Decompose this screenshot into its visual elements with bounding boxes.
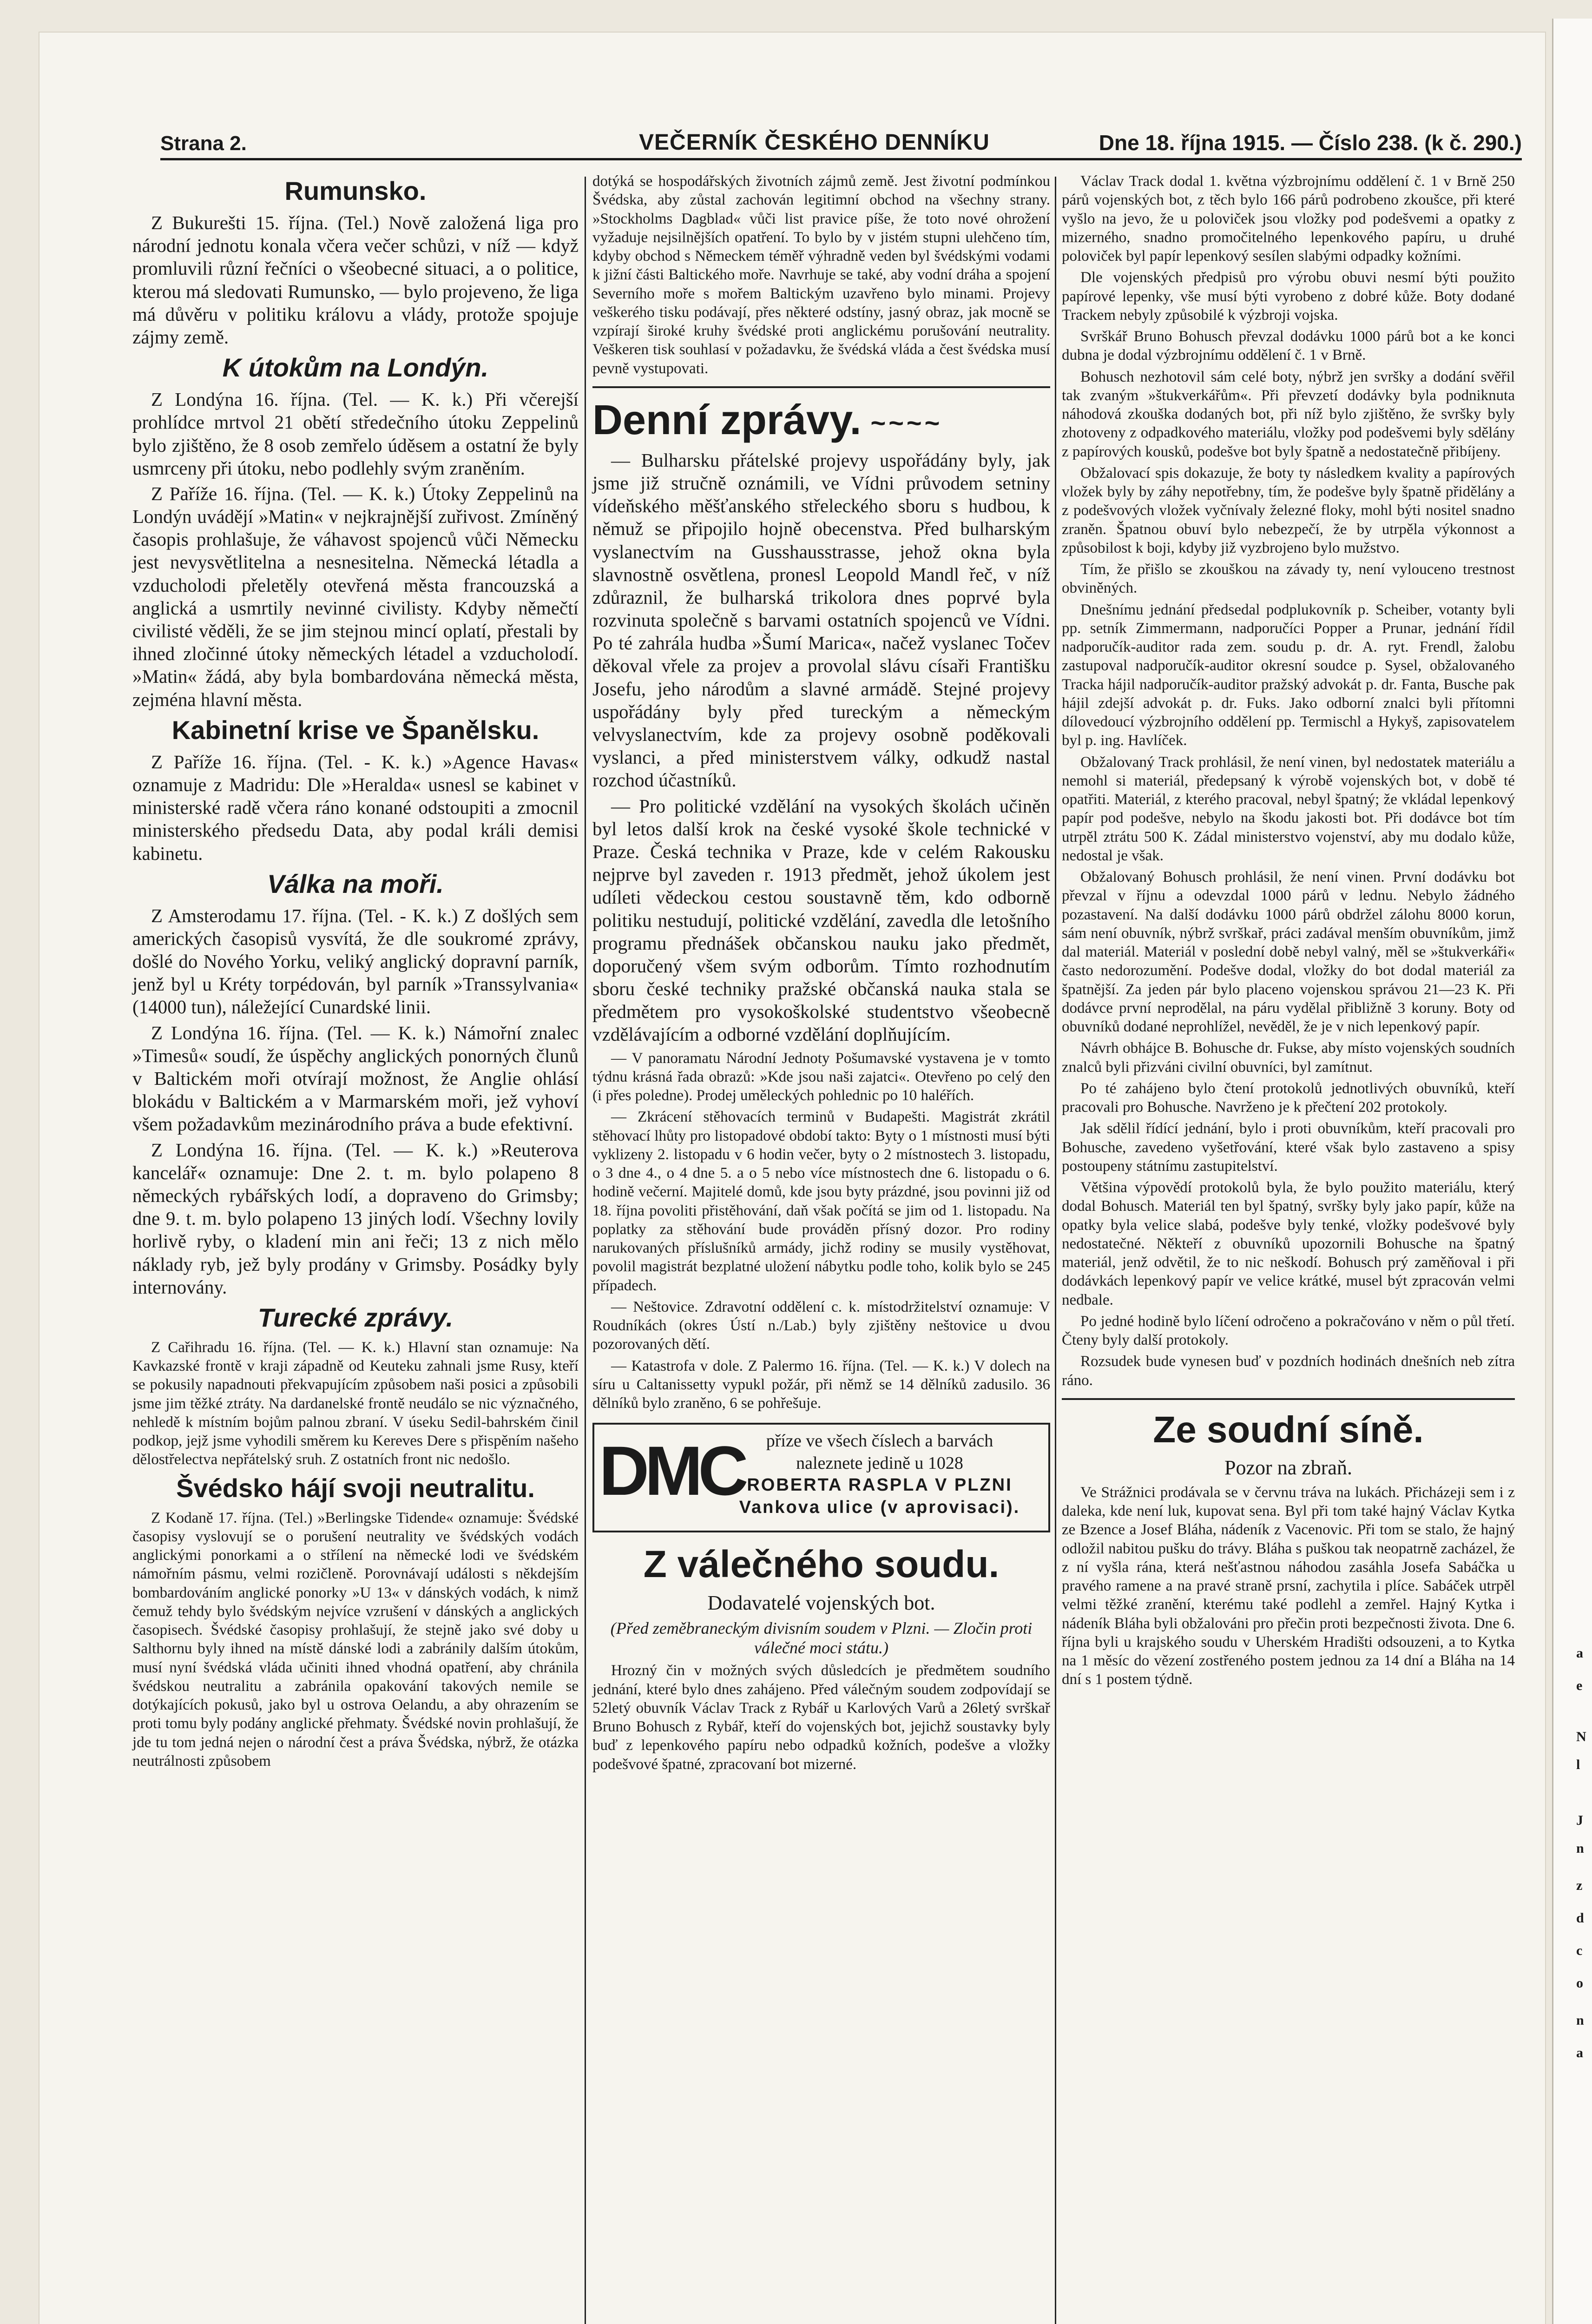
article-katastrofa: — Katastrofa v dole. Z Palermo 16. října. (Tel. — K. k.) V dolech na síru u Caltanissetty vypukl požár, při němž se 14 dělníků zadusilo. 36 dělníků bylo zraněno, 6 se pohřešuje.	[592, 1357, 1050, 1412]
strip-letter: a	[1576, 1645, 1583, 1661]
strip-letter: c	[1576, 1943, 1583, 1958]
column-divider	[1055, 177, 1056, 2324]
subheading-court-note: (Před zeměbraneckým divisním soudem v Plzni. — Zločin proti válečné moci státu.)	[610, 1619, 1033, 1657]
column-3	[1062, 172, 1515, 1692]
strip-letter: e	[1576, 1678, 1583, 1693]
article-panorama: — V panoramatu Národní Jednoty Pošumavské vystavena je v tomto týdnu krásná řada obrazů: »Kde jsou naši zajatci«. Otevřeno po celý den (i přes poledne). Prodej uměleckých pohlednic po 10 haléřích.	[592, 1050, 1050, 1104]
article-krise: Z Paříže 16. října. (Tel. - K. k.) »Agence Havas« oznamuje z Madridu: Dle »Heralda« usnesl se kabinet v ministerské radě včera ráno konané odstoupiti a zmocnil ministerského předsedu Data, aby podal králi demisi kabinetu.	[132, 751, 579, 864]
article-obzalovaci-spis: Obžalovací spis dokazuje, že boty ty následkem kvality a papírových vložek byly by záhy nepotřebny, tím, že podešve byly špatně přidělány a z podešvových vložek vyčnívaly železné floky, mohl býti nositel snadno zraněn. Špatnou obuví bylo nebezpečí, že by utrpěla výkonnost a způsobilost k boji, kdyby již vyzbrojeno bylo mužstvo.	[1062, 464, 1515, 556]
heading-utokum: K útokům na Londýn.	[222, 353, 489, 383]
article-nestovice: — Neštovice. Zdravotní oddělení c. k. místodržitelství oznamuje: V Roudníkách (okres Ústí n./Lab.) byly zjištěny neštovice u dvou pozorovaných dětí.	[592, 1298, 1050, 1353]
strip-letter: d	[1576, 1910, 1584, 1926]
heading-valecny-soud: Z válečného soudu.	[643, 1543, 1000, 1586]
article-odroceno: Po jedné hodině bylo líčení odročeno a pokračováno v něm o půl třetí. Čteny byly další protokoly.	[1062, 1313, 1515, 1348]
article-stehovani: — Zkrácení stěhovacích terminů v Budapešti. Magistrát zkrátil stěhovací lhůty pro listopadové období takto: Byty o 1 místnosti musí býti vyklizeny 2. listopadu v 6 hodin večer, byty o 2 místnostech 3. listopadu, o 3 dne 4., o 4 dne 5. a o 5 nebo více místnostech dne 6. listopadu o 6. hodině večerní. Majitelé domů, kde jsou byty prázdné, jsou povinni již od 18. října povoliti přistěhování, daň však počítá se jim od 1. listopadu. Na poplatky za stěhování bude prováděn přísný dozor. Pro rodiny narukovaných příslušníků armády, jichž rodiny se musily vystěhovat, povolil magistrát bezplatné uložení nábytku podle toho, kolik bylo se 245 případech.	[592, 1109, 1050, 1294]
article-svrskar: Svrškář Bruno Bohusch převzal dodávku 1000 párů bot a ke konci dubna je dodal výzbrojnímu oddělení č. 1 v Brně.	[1062, 328, 1515, 364]
heading-valka-na-mori: Válka na moři.	[267, 869, 444, 898]
subheading-pozor-na-zbran: Pozor na zbraň.	[1224, 1456, 1352, 1479]
article-pariz-1: Z Paříže 16. října. (Tel. — K. k.) Útoky Zeppelinů na Londýn uvádějí »Matin« v nejkrajnější zuřivost. Zmíněný časopis prohlašuje, že váhavost spojenců vůči Německu jest nevysvětlitelna a nesnesitelna. Německá létadla a vzducholodi přeletěly otevřená města francouzská a anglická a usmrtily nevinné civilisty. Kdyby němečtí civilisté věděli, že se jim stejnou mincí oplatí, přestali by ihned zločinné útoky německých létadel a vzducholodí. »Matin« žádá, aby byla bombardována německá města, zejména hlavní města.	[132, 482, 579, 710]
heading-krise: Kabinetní krise ve Španělsku.	[171, 715, 539, 745]
heading-svedsko: Švédsko hájí svoji neutralitu.	[176, 1473, 535, 1503]
strip-letter: n	[1576, 2013, 1584, 2028]
article-bohusch: Bohusch nezhotovil sám celé boty, nýbrž jen svršky a dodání svěřil tak zvaným »štukverkářům«. Při převzetí dodávky byla podniknuta náhodová zkouška dodaných bot, při níž bylo zjištěno, že svršky byly zhotoveny z odpadkového materiálu, vložky pod podešvemi byly sdělány z papírových kousků, podešve bot byly špatně a nedostatečně přibíjeny.	[1062, 368, 1515, 460]
section-rule	[592, 386, 1050, 388]
strip-letter: a	[1576, 2045, 1583, 2060]
article-bulharsko: — Bulharsku přátelské projevy uspořádány byly, jak jsme již stručně oznámili, ve Vídni průvodem setniny vídeňského měšťanského střeleckého sboru s hudbou, k němuž se připojilo hojně obecenstva. Před bulharským vyslanectvím na Gusshausstrasse, jehož okna byla slavnostně osvětlena, pronesl Leopold Mandl řeč, v níž zdůraznil, že bulharská trikolora dnes poprvé byla rozvinuta společně s barvami ostatních spojenců ve Vídni. Po té zahrála hudba »Šumí Marica«, načež vyslanec Točev děkoval vřele za projev a provolal slávu císaři Františku Josefu, jeho národům a slavné armádě. Stejné projevy uspořádány byly před tureckým a německým velvyslanectvím, kde za projevy osobně poděkovali vyslanci, a před ministerstvem války, odkudž nastal rozchod účastníků.	[592, 449, 1050, 791]
article-londyn-3: Z Londýna 16. října. (Tel. — K. k.) »Reuterova kancelář« oznamuje: Dne 2. t. m. bylo polapeno 8 německých rybářských lodí, a dopraveno do Grimsby; dne 9. t. m. bylo polapeno 13 jiných lodí. Všechny lovily horlivě ryby, o kladení min ani řeči; 13 z nich mělo náklady ryb, jež byly prodány v Grimsby. Posádky byly internovány.	[132, 1139, 579, 1298]
article-vysetrovani: Jak sdělil řídící jednání, bylo i proti obuvníkům, kteří pracovali pro Bohusche, zavedeno vyšetřování, které však bylo zastaveno a spisy postoupeny státnímu zastupitelství.	[1062, 1120, 1515, 1175]
article-amsterodam: Z Amsterodamu 17. října. (Tel. - K. k.) Z došlých sem amerických časopisů vysvítá, že dle soukromé zprávy, došlé do Nového Yorku, veliký anglický dopravní parník, jenž byl u Kréty torpédován, byl parník »Transsylvania« (14000 tun), náležející Cunardské linii.	[132, 905, 579, 1018]
article-hrozny-cin: Hrozný čin v možných svých důsledcích je předmětem soudního jednání, které bylo dnes zahájeno. Před válečným soudem zodpovídají se 52letý obuvník Václav Track z Rybář u Karlových Varů a 26letý svrškař Bruno Bohusch z Rybář, kteří do vojenských bot, jejichž soustavky byly buď z lepenkového papíru nebo odpadků kožních, podešve a vložky podešvové špatné, zpracovaní bot mizerné.	[592, 1662, 1050, 1773]
article-vetsina: Většina výpovědí protokolů byla, že bylo použito materiálu, který dodal Bohusch. Materiál ten byl špatný, svršky byly jako papír, kůže na opatky byla velice slabá, podešve byly tenké, vložky podešvové byly nedostatečné. Někteří z obuvníků upozornili Bohusche na špatný materiál, jenž odvětil, že to nic neškodí. Bohusch prý zaměňoval i při dodávkách lepenkový papír ve velice krátké, musel být zpracován velmi nedbale.	[1062, 1179, 1515, 1308]
article-trestnost: Tím, že přišlo se zkouškou na závady ty, není vylouceno trestnost obviněných.	[1062, 561, 1515, 597]
adjacent-page-edge	[1552, 19, 1592, 2324]
heading-rumunsko: Rumunsko.	[284, 176, 427, 205]
subheading-dodavatele: Dodavatelé vojenských bot.	[707, 1591, 935, 1615]
article-rozsudek: Rozsudek bude vynesen buď v pozdních hodinách dnešních neb zítra ráno.	[1062, 1353, 1515, 1389]
article-bohusch-vypoved: Obžalovaný Bohusch prohlásil, že není vinen. První dodávku bot převzal v říjnu a odevzdal 1000 párů v lednu. Nebylo žádného pozastavení. Na další dodávku 1000 párů obdržel zálohu 8000 korun, sám není obuvník, nýbrž svrškař, práci zadával menším obuvníkům, jimž dal materiál. Materiál v poslední době nebyl valný, měl se »štukverkáři« často nedorozumění. Podešve dodal, vložky do bot dodal materiál za špatnější. Za jeden pár bylo placeno vojenskou správou 21—23 K. Při dodávce první neprodělal, na páru vydělal přibližně 3 koruny. Boty od obuvníků dodané neprohlížel, nevěděl, že je v nich lepenkový papír.	[1062, 869, 1515, 1035]
ad-line-3: ROBERTA RASPLA V PLZNI	[747, 1475, 1013, 1495]
column-1	[132, 172, 579, 1773]
column-divider	[585, 177, 586, 2324]
newspaper-title: VEČERNÍK ČESKÉHO DENNÍKU	[639, 130, 990, 155]
strip-letter: z	[1576, 1878, 1583, 1893]
article-londyn-1: Z Londýna 16. října. (Tel. — K. k.) Při včerejší prohlídce mrtvol 21 obětí středečního útoku Zeppelinů bylo zjištěno, že 8 osob zemřelo úděsem a ostatní že byly usmrceny při útoku, nebo podlehly svým zraněním.	[132, 389, 579, 479]
issue-date: Dne 18. října 1915. — Číslo 238. (k č. 290.)	[1099, 131, 1522, 155]
heading-soudni-sin: Ze soudní síně.	[1153, 1408, 1424, 1450]
heading-denni-zpravy: Denní zprávy.	[592, 396, 862, 443]
column-2	[592, 172, 1050, 1776]
strip-letter: n	[1576, 1841, 1584, 1856]
ad-line-1: příze ve všech číslech a barvách	[766, 1431, 993, 1451]
page-header	[160, 125, 1522, 160]
article-politicke-vzdelani: — Pro politické vzdělání na vysokých školách učiněn byl letos další krok na české vysoké škole technické v Praze. Česká technika v Praze, kde v celém Rakousku nejprve byl zaveden r. 1913 předmět, jehož úkolem jest udíleti vědeckou cestou soustavně těm, kdo odborně politiku nestudují, politické vzdělání, zavedla dle letošního programu přednášek občanskou nauku jako předmět, doporučený všem svým odborům. Tímto rozhodnutím sboru české techniky pražské občanská nauka stala se předmětem pro vysokoškolské studentstvo všeobecně vzdělávajícím a odborné vzdělání doplňujícím.	[592, 795, 1050, 1045]
article-svedsko-cont: dotýká se hospodářských životních zájmů země. Jest životní podmínkou Švédska, aby zůstal zachován legitimní obchod na všechny strany. »Stockholms Dagblad« vůči list pravice píše, že toto nové ohrožení vyžaduje nejsilnějších opatření. To bylo by v jistém stupni ulehčeno tím, kdyby obchod s Německem téměř výhradně veden byl švédskými vodami k jižní části Baltického moře. Navrhuje se také, aby vodní dráha a spojení Severního moře s mořem Baltickým uzavřeno bylo minami. Projevy veškerého tisku podávají, přes některé odstíny, jasný obraz, jak mocně se vzpírají široké kruhy švédské proti anglickému porušování neutrality. Veškeren tisk souhlasí v požadavku, že švédská vláda a čest švédska musí pevně vystupovati.	[592, 173, 1050, 377]
ad-line-2: naleznete jedině u 1028	[796, 1453, 963, 1473]
article-rumunsko: Z Bukurešti 15. října. (Tel.) Nově založená liga pro národní jednotu konala včera večer schůzi, v níž — když promluvili různí řečníci o všeobecné situaci, a o politice, kterou má sledovati Rumunsko, — bylo projeveno, že liga má důvěru v politiku královu a vlády, protože spojuje zájmy země.	[132, 212, 579, 348]
article-carihrad: Z Cařihradu 16. října. (Tel. — K. k.) Hlavní stan oznamuje: Na Kavkazské frontě v kraji západně od Keuteku zahnali jsme Rusy, kteří se pokusily napadnouti překvapujícím způsobem naši posici a způsobili jsme jim těžké ztráty. Na dardanelské frontě neudálo se nic význačného, nehledě k místním bojům palnou zbraní. V úseku Sedil-bahrském činil podkop, jejž jsme vyhodili směrem ku Kereves Dere s přispěním našeho dělostřelectva nepřátelský sruh. Z ostatních front nic nedošlo.	[132, 1339, 579, 1468]
article-londyn-2: Z Londýna 16. října. (Tel. — K. k.) Námořní znalec »Timesů« soudí, že úspěchy anglických ponorných člunů v Baltickém moři otvírají možnost, že Anglie ohlásí blokádu v Baltickém a v Marmarském moři, jež vyhoví všem požadavkům mezinárodního práva a bude efektivní.	[132, 1022, 579, 1135]
strip-letter: o	[1576, 1975, 1583, 1991]
article-protokoly: Po té zahájeno bylo čtení protokolů jednotlivých obuvníků, kteří pracovali pro Bohusche. Navrženo je k přečtení 202 protokoly.	[1062, 1080, 1515, 1116]
strip-letter: l	[1576, 1757, 1580, 1772]
article-predpisy: Dle vojenských předpisů pro výrobu obuvi nesmí býti použito papírové lepenky, vše musí býti vyrobeno z dobré kůže. Boty dodané Trackem nebyly způsobilé k výzbroji vojska.	[1062, 269, 1515, 324]
decoration-ornament: ~~~~	[870, 408, 943, 438]
article-svedsko: Z Kodaně 17. října. (Tel.) »Berlingske Tidende« oznamuje: Švédské časopisy vyslovují se o porušení neutrality ve švédských vodách anglickými ponorkami a o střílení na německé lodi ve švédském námořním pásmu, velmi rozičleně. Porovnávají události s někdejším bombardováním anglické ponorky »U 13« v dánských vodách, k nimž čemuž tehdy bylo švédským nejvíce vzrušení v dánských a anglických časopisech. Švédské časopisy prohlašují, že stejně jako své doby u Salthornu byly ihned na místě dánské lodi a zabránily dalším útokům, musí nyní švédská vláda učiniti ihned vhodná opatření, aby chránila švédskou neutralitu a zabránila opakování takových nemile se dotýkajících pokusů, jako byl u ostrova Oelandu, a aby ohrazením se proti tomu byly podány anglické přehmaty. Švédské novin prohlašují, že jde tu tom jedná nejen o národní čest a práva Švédska, nýbrž, že otázka neutrálnosti způsobem	[132, 1509, 579, 1769]
article-straznice: Ve Strážnici prodávala se v červnu tráva na lukách. Přicházeji sem i z daleka, kde není luk, kupovat sena. Byl při tom také hajný Václav Kytka ze Bzence a Josef Bláha, nádeník z Vacenovic. Při tom se stalo, že hajný odložil nabitou pušku do trávy. Bláha s puškou tak neopatrně zacházel, že z ní vyšla rána, která nešťastnou náhodou zasáhla Josefa Sabáčka u pravého ramene a na pravé straně prsní, zachytila i plíce. Sabáček utrpěl velmi těžké zranění, kterému také podlehl a zemřel. Hajný Kytka i nádeník Bláha byli obžalováni pro přečin proti bezpečnosti života. Dne 6. října byli u krajského soudu v Uherském Hradišti odsouzeni, a to Kytka na 1 měsíc do vězení zostřeného postem jednou za 14 dní a Bláha na 14 dní s 1 postem týdně.	[1062, 1484, 1515, 1688]
article-jednani: Dnešnímu jednání předsedal podplukovník p. Scheiber, votanty byli pp. setník Zimmermann, nadporučíci Popper a Prunar, jednání řídil nadporučík-auditor rada zem. soudu p. dr. A. ryt. Frendl, žalobu zastupoval nadporučík-auditor okresní soudce p. Sysel, obžalovaného Tracka hájil nadporučík-auditor pražský advokát p. dr. Fanta, Busche pak hájil zdejší advokát p. dr. Fuks. Jako odborní znalci byli přítomni dílovedoucí výzbrojního oddělení pp. Termischl a Hykyš, zapisovatelem byl p. ing. Havlíček.	[1062, 601, 1515, 749]
dmc-logo: DMC	[599, 1432, 744, 1510]
ad-line-4: Vankova ulice (v aprovisaci).	[739, 1497, 1020, 1517]
article-track: Václav Track dodal 1. května výzbrojnímu oddělení č. 1 v Brně 250 párů vojenských bot, z těch bylo 166 párů podrobeno zkoušce, při které vyšlo na jevo, že u poloviček jsou vložky pod podešvemi a opatky z mizerného, snadno promočitelného lepenkového papíru, u druhé poloviček byl papír lepenkový sesílen slabými odpadky kožními.	[1062, 173, 1515, 264]
article-track-vypoved: Obžalovaný Track prohlásil, že není vinen, byl nedostatek materiálu a nemohl si materiál, předepsaný k výrobě vojenských bot, v době té opatřiti. Materiál, z kterého pracoval, nebyl špatný; že vkládal lepenkový papír pod podešve, nebylo na škodu jakosti bot. Při dodávce bot tím utrpěl ztrátu 500 K. Zádal ministerstvo vojenství, aby mu dodalo kůže, nedostal je však.	[1062, 753, 1515, 864]
advertisement-dmc	[592, 1423, 1050, 1532]
page-number: Strana 2.	[160, 132, 247, 155]
heading-turecke: Turecké zprávy.	[257, 1302, 454, 1332]
strip-letter: N	[1576, 1729, 1586, 1744]
strip-letter: J	[1576, 1813, 1583, 1828]
section-rule	[1062, 1398, 1515, 1400]
article-navrh: Návrh obhájce B. Bohusche dr. Fukse, aby místo vojenských soudních znalců byli přizváni civilní obuvníci, byl zamítnut.	[1062, 1040, 1515, 1076]
